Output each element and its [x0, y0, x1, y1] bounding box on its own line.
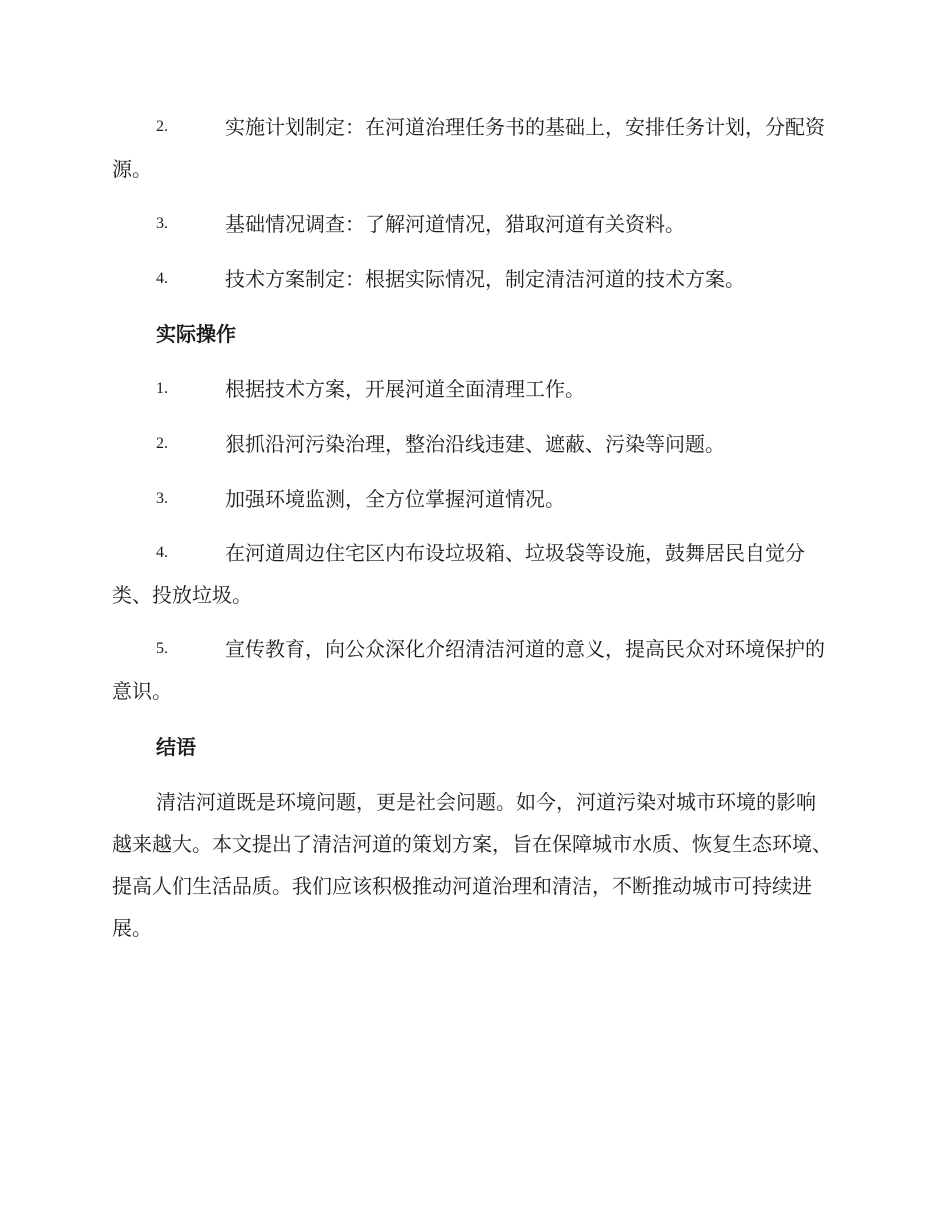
section-heading-conclusion: 结语	[156, 735, 196, 759]
list-text: 加强环境监测，全方位掌握河道情况。	[225, 487, 565, 511]
list-item	[112, 258, 832, 300]
list-item	[112, 628, 832, 712]
list-item	[112, 478, 832, 520]
list-number: 4.	[156, 544, 168, 561]
section-heading-operation: 实际操作	[156, 322, 236, 346]
list-text: 基础情况调查：了解河道情况，猎取河道有关资料。	[225, 212, 685, 236]
list-number: 4.	[156, 270, 168, 287]
list-number: 2.	[156, 118, 168, 135]
list-number: 1.	[156, 380, 168, 397]
list-item	[112, 203, 832, 245]
list-item	[112, 368, 832, 410]
list-text: 实施计划制定：在河道治理任务书的基础上，安排任务计划，分配资源。	[112, 115, 825, 181]
list-text: 宣传教育，向公众深化介绍清洁河道的意义，提高民众对环境保护的意识。	[112, 637, 825, 703]
list-item	[112, 423, 832, 465]
conclusion-paragraph: 清洁河道既是环境问题，更是社会问题。如今，河道污染对城市环境的影响越来越大。本文提出了清洁河道的策划方案，旨在保障城市水质、恢复生态环境、提高人们生活品质。我们应该积极推动河道治理和清洁，不断推动城市可持续进展。	[112, 790, 832, 940]
list-text: 技术方案制定：根据实际情况，制定清洁河道的技术方案。	[225, 267, 745, 291]
list-item	[112, 106, 832, 190]
list-number: 3.	[156, 490, 168, 507]
list-number: 3.	[156, 215, 168, 232]
list-number: 2.	[156, 435, 168, 452]
list-text: 狠抓沿河污染治理，整治沿线违建、遮蔽、污染等问题。	[225, 432, 725, 456]
list-item	[112, 532, 832, 616]
list-number: 5.	[156, 640, 168, 657]
list-text: 根据技术方案，开展河道全面清理工作。	[225, 377, 585, 401]
list-text: 在河道周边住宅区内布设垃圾箱、垃圾袋等设施，鼓舞居民自觉分类、投放垃圾。	[112, 541, 805, 607]
